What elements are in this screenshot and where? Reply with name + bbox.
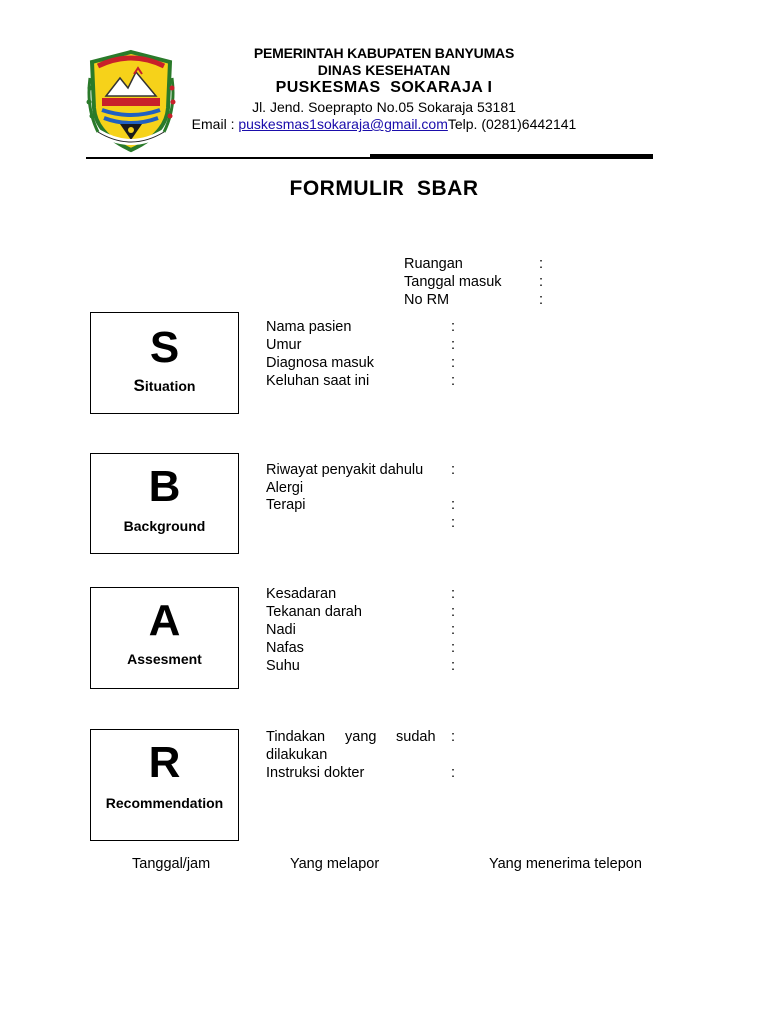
action-taken-continued: dilakukan bbox=[266, 747, 328, 763]
pulse-label: Nadi bbox=[266, 622, 296, 638]
email-label: Email : bbox=[191, 116, 239, 132]
room-label: Ruangan bbox=[404, 256, 463, 272]
therapy-label: Terapi bbox=[266, 497, 306, 513]
recommendation-letter: R bbox=[148, 738, 181, 787]
date-time-label: Tanggal/jam bbox=[132, 856, 211, 872]
action-taken-word-2: yang bbox=[345, 729, 377, 745]
doctor-instruction-colon: : bbox=[451, 765, 456, 781]
temperature-label: Suhu bbox=[266, 658, 300, 674]
patient-name-colon: : bbox=[451, 319, 456, 335]
medical-record-label: No RM bbox=[404, 292, 450, 308]
assesment-word: Assesment bbox=[127, 651, 202, 667]
consciousness-colon: : bbox=[451, 586, 456, 602]
allergy-colon: : bbox=[451, 497, 456, 513]
current-complaint-label: Keluhan saat ini bbox=[266, 373, 370, 389]
header-puskesmas-text: PUSKESMAS SOKARAJA I bbox=[275, 79, 493, 96]
form-title-text: FORMULIR SBAR bbox=[289, 177, 479, 200]
situation-letter: S bbox=[149, 323, 180, 372]
blood-pressure-label: Tekanan darah bbox=[266, 604, 362, 620]
medical-history-colon: : bbox=[451, 462, 456, 478]
recommendation-box bbox=[90, 729, 239, 841]
header-address: Jl. Jend. Soeprapto No.05 Sokaraja 53181 bbox=[252, 99, 516, 115]
medical-history-label: Riwayat penyakit dahulu bbox=[266, 462, 424, 478]
consciousness-label: Kesadaran bbox=[266, 586, 337, 602]
reporter-label: Yang melapor bbox=[290, 856, 380, 872]
age-label: Umur bbox=[266, 337, 302, 353]
recommendation-word: Recommendation bbox=[105, 795, 224, 811]
form-title bbox=[0, 177, 768, 201]
age-colon: : bbox=[451, 337, 456, 353]
situation-box bbox=[90, 312, 239, 414]
therapy-colon: : bbox=[451, 515, 456, 531]
admission-diagnosis-label: Diagnosa masuk bbox=[266, 355, 374, 371]
email-link[interactable]: puskesmas1sokaraja@gmail.com bbox=[238, 116, 448, 132]
background-letter: B bbox=[148, 462, 181, 511]
header-puskesmas bbox=[150, 79, 618, 97]
action-taken-word-3: sudah bbox=[396, 729, 436, 745]
blood-pressure-colon: : bbox=[451, 604, 456, 620]
room-colon: : bbox=[539, 256, 544, 272]
situation-word bbox=[134, 377, 196, 395]
temperature-colon: : bbox=[451, 658, 456, 674]
admission-diagnosis-colon: : bbox=[451, 355, 456, 371]
allergy-label: Alergi bbox=[266, 480, 304, 496]
header-department: DINAS KESEHATAN bbox=[317, 62, 451, 78]
assesment-letter: A bbox=[148, 596, 181, 645]
phone-text: Telp. (0281)6442141 bbox=[447, 116, 577, 132]
header-government: PEMERINTAH KABUPATEN BANYUMAS bbox=[253, 45, 515, 61]
medical-record-colon: : bbox=[539, 292, 544, 308]
doctor-instruction-label: Instruksi dokter bbox=[266, 765, 365, 781]
header-contact bbox=[150, 116, 618, 132]
respiration-colon: : bbox=[451, 640, 456, 656]
action-taken-colon: : bbox=[451, 729, 456, 745]
current-complaint-colon: : bbox=[451, 373, 456, 389]
header-divider bbox=[86, 157, 653, 159]
patient-name-label: Nama pasien bbox=[266, 319, 352, 335]
background-word: Background bbox=[123, 518, 206, 534]
action-taken-word-1: Tindakan bbox=[266, 729, 326, 745]
situation-word-initial: S bbox=[133, 376, 145, 395]
pulse-colon: : bbox=[451, 622, 456, 638]
admission-date-colon: : bbox=[539, 274, 544, 290]
respiration-label: Nafas bbox=[266, 640, 304, 656]
situation-word-rest: ituation bbox=[144, 378, 196, 394]
receiver-label: Yang menerima telepon bbox=[489, 856, 642, 872]
admission-date-label: Tanggal masuk bbox=[404, 274, 502, 290]
assesment-box bbox=[90, 587, 239, 689]
background-box bbox=[90, 453, 239, 554]
